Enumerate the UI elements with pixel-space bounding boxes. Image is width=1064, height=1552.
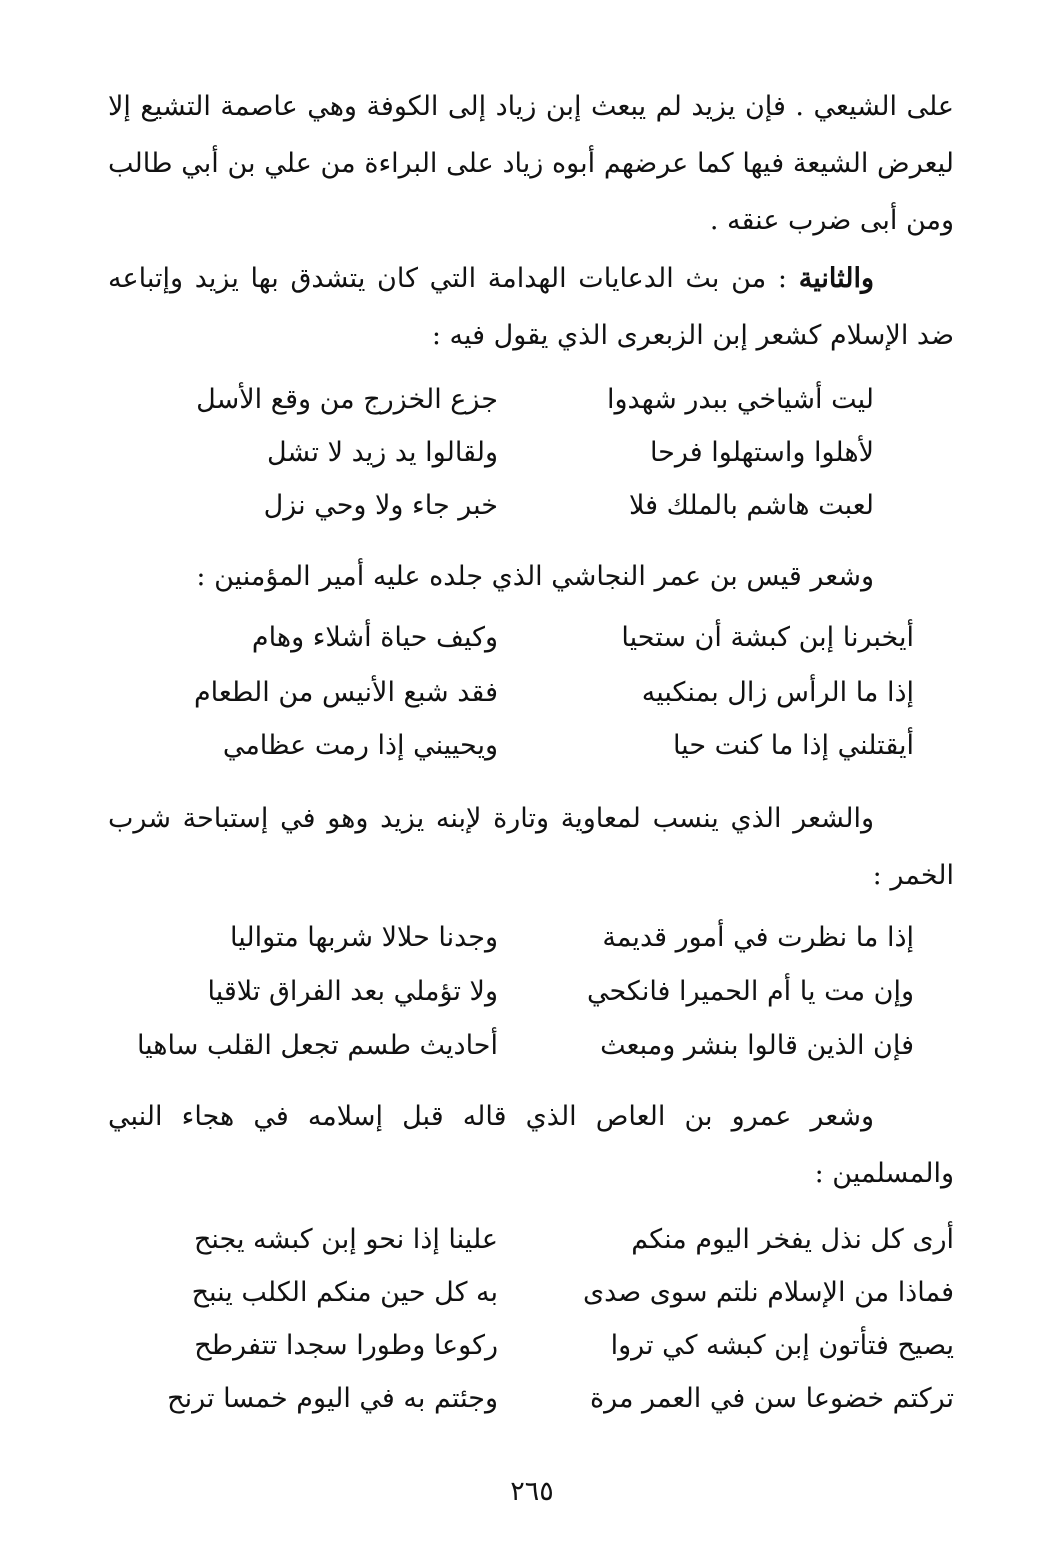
- verse-second-hemistich: جزع الخزرج من وقع الأسل: [196, 384, 498, 415]
- paragraph-2: [108, 250, 954, 364]
- paragraph-5-text: وشعر عمرو بن العاص الذي قاله قبل إسلامه في هجاء النبي والمسلمين :: [108, 1101, 954, 1189]
- verse-second-hemistich: وجدنا حلالا شربها متواليا: [230, 922, 498, 953]
- poem-4-verse-3: [0, 1318, 1064, 1374]
- verse-first-hemistich: لعبت هاشم بالملك فلا: [628, 490, 874, 521]
- verse-second-hemistich: وجئتم به في اليوم خمسا ترنح: [167, 1383, 498, 1414]
- poem-2-verse-2: [0, 665, 1064, 721]
- verse-second-hemistich: فقد شبع الأنيس من الطعام: [193, 677, 498, 708]
- poem-3-verse-2: [0, 964, 1064, 1020]
- verse-first-hemistich: فإن الذين قالوا بنشر ومبعث: [600, 1030, 914, 1061]
- poem-3-verse-1: [0, 910, 1064, 966]
- verse-second-hemistich: علينا إذا نحو إبن كبشه يجنح: [193, 1224, 498, 1255]
- poem-1-verse-3: [0, 478, 1064, 534]
- paragraph-4-text: والشعر الذي ينسب لمعاوية وتارة لإبنه يزيد وهو في إستباحة شرب الخمر :: [108, 803, 954, 891]
- verse-second-hemistich: ويحييني إذا رمت عظامي: [222, 730, 498, 761]
- paragraph-2-lead: والثانية: [798, 263, 874, 294]
- paragraph-1-text: على الشيعي . فإن يزيد لم يبعث إبن زياد إلى الكوفة وهي عاصمة التشيع إلا ليعرض الشيعة فيها كما عرضهم أبوه زياد على البراءة من علي بن أبي طالب ومن أبى ضرب عنقه .: [108, 91, 954, 236]
- verse-first-hemistich: لأهلوا واستهلوا فرحا: [649, 437, 874, 468]
- paragraph-5: [108, 1088, 954, 1202]
- paragraph-2-text: : من بث الدعايات الهدامة التي كان يتشدق بها يزيد وإتباعه ضد الإسلام كشعر إبن الزبعرى الذي يقول فيه :: [108, 263, 954, 351]
- verse-first-hemistich: إذا ما نظرت في أمور قديمة: [602, 922, 914, 953]
- verse-first-hemistich: فماذا من الإسلام نلتم سوى صدى: [582, 1277, 954, 1308]
- verse-first-hemistich: يصيح فتأتون إبن كبشه كي تروا: [610, 1330, 954, 1361]
- page-number: ٢٦٥: [510, 1476, 554, 1507]
- verse-second-hemistich: ولا تؤملي بعد الفراق تلاقيا: [207, 976, 498, 1007]
- verse-first-hemistich: وإن مت يا أم الحميرا فانكحي: [586, 976, 914, 1007]
- poem-4-verse-1: [0, 1212, 1064, 1268]
- verse-first-hemistich: أيقتلني إذا ما كنت حيا: [672, 730, 914, 761]
- verse-second-hemistich: ولقالوا يد زيد لا تشل: [266, 437, 498, 468]
- verse-second-hemistich: به كل حين منكم الكلب ينبح: [191, 1277, 498, 1308]
- verse-second-hemistich: أحاديث طسم تجعل القلب ساهيا: [136, 1030, 498, 1061]
- poem-1-verse-1: [0, 372, 1064, 428]
- poem-4-verse-4: [0, 1371, 1064, 1427]
- verse-first-hemistich: ليت أشياخي ببدر شهدوا: [607, 384, 874, 415]
- poem-1-verse-2: [0, 425, 1064, 481]
- poem-4-verse-2: [0, 1265, 1064, 1321]
- poem-3-verse-3: [0, 1018, 1064, 1074]
- verse-first-hemistich: تركتم خضوعا سن في العمر مرة: [589, 1383, 954, 1414]
- paragraph-1: [108, 78, 954, 249]
- paragraph-4: [108, 790, 954, 904]
- paragraph-3: [108, 548, 954, 605]
- poem-2-verse-1: [0, 610, 1064, 666]
- paragraph-3-text: وشعر قيس بن عمر النجاشي الذي جلده عليه أمير المؤمنين :: [196, 561, 874, 592]
- verse-second-hemistich: وكيف حياة أشلاء وهام: [251, 622, 498, 653]
- verse-second-hemistich: ركوعا وطورا سجدا تتفرطح: [194, 1330, 498, 1361]
- verse-first-hemistich: أرى كل نذل يفخر اليوم منكم: [631, 1224, 954, 1255]
- verse-first-hemistich: إذا ما الرأس زال بمنكبيه: [641, 677, 914, 708]
- poem-2-verse-3: [0, 718, 1064, 774]
- verse-first-hemistich: أيخبرنا إبن كبشة أن ستحيا: [621, 622, 914, 653]
- verse-second-hemistich: خبر جاء ولا وحي نزل: [263, 490, 498, 521]
